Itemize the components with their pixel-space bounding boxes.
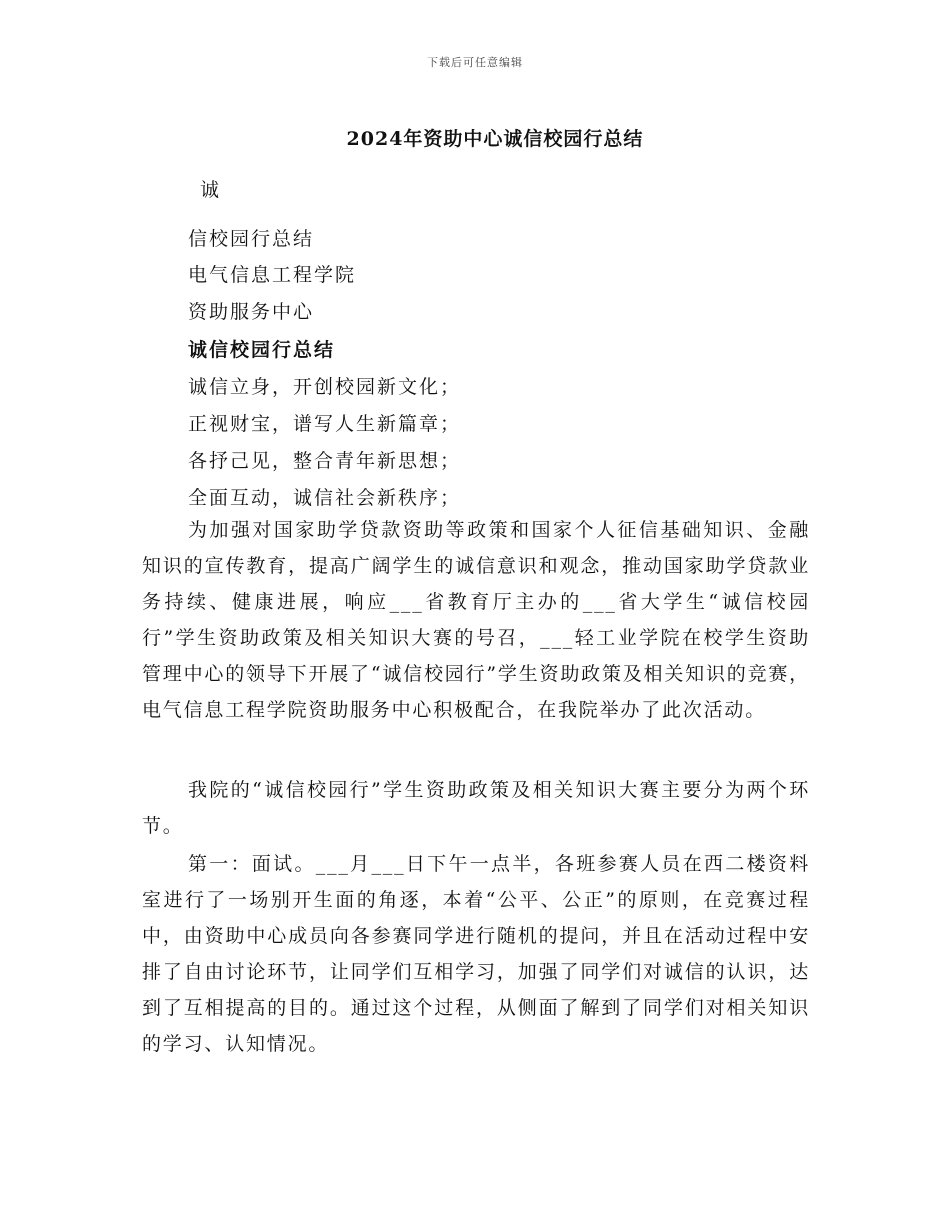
body-paragraph: 为加强对国家助学贷款资助等政策和国家个人征信基础知识、金融知识的宣传教育，提高广阔学生的诚信意识和观念，推动国家助学贷款业务持续、健康进展，响应___省教育厅主办的___省大学生“诚信校园行”学生资助政策及相关知识大赛的号召，___轻工业学院在校学生资助管理中心的领导下开展了“诚信校园行”学生资助政策及相关知识的竞赛，电气信息工程学院资助服务中心积极配合，在我院举办了此次活动。 [142, 519, 810, 721]
document-title: 2024年资助中心诚信校园行总结 [346, 128, 644, 150]
text-line: 信校园行总结 [188, 228, 315, 250]
slogan-line: 全面互动，诚信社会新秩序； [188, 487, 462, 509]
header-note: 下载后可任意编辑 [427, 56, 523, 69]
section-heading: 诚信校园行总结 [188, 339, 336, 361]
slogan-line: 各抒己见，整合青年新思想； [188, 450, 462, 472]
department-name: 资助服务中心 [188, 301, 315, 323]
college-name: 电气信息工程学院 [188, 264, 357, 286]
slogan-line: 正视财宝，谱写人生新篇章； [188, 413, 462, 435]
slogan-line: 诚信立身，开创校园新文化； [188, 376, 462, 398]
body-paragraph: 第一：面试。___月___日下午一点半，各班参赛人员在西二楼资料室进行了一场别开生面的角逐，本着“公平、公正”的原则，在竞赛过程中，由资助中心成员向各参赛同学进行随机的提问，并且在活动过程中安排了自由讨论环节，让同学们互相学习，加强了同学们对诚信的认识，达到了互相提高的目的。通过这个过程，从侧面了解到了同学们对相关知识的学习、认知情况。 [142, 853, 810, 1055]
text-line: 诚 [200, 179, 222, 201]
body-paragraph: 我院的“诚信校园行”学生资助政策及相关知识大赛主要分为两个环节。 [142, 779, 810, 837]
